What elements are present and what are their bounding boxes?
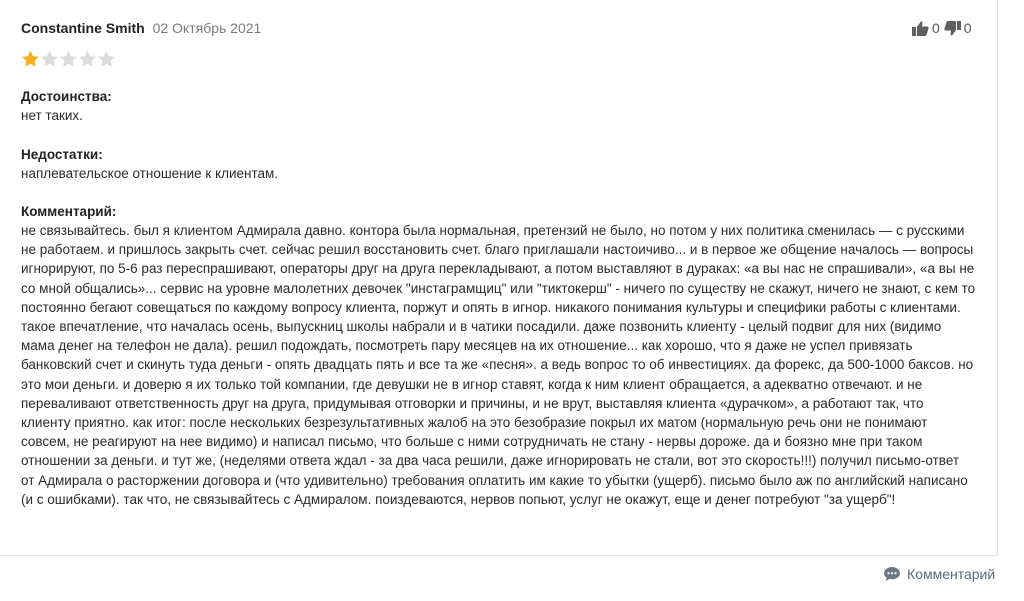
comment-title: Комментарий: <box>21 204 117 219</box>
star-empty-icon <box>40 50 59 68</box>
dislike-button[interactable] <box>944 18 976 38</box>
comment-link-label: Комментарий <box>907 566 996 582</box>
star-empty-icon <box>97 50 116 68</box>
pros-text: нет таких. <box>21 108 83 123</box>
thumbs-up-icon <box>912 21 929 36</box>
comment-text: не связывайтесь. был я клиентом Адмирала давно. контора была нормальная, претензий не было, но потом у них политика сменилась — с русскими не работаем. и пришлось закрыть счет. сейчас решил восстановить счет. благо приглашали настоичиво... и в первое же общение началось — вопросы игнорируют, по 5-6 раз переспрашивают, операторы друг на друга перекладывают, а потом выставляют в дураках: «а вы нас не спрашивали», «а вы не со мной общались»... сервис на уровне малолетних девочек "инстаграмщиц" или "тиктокерш" - ничего по существу не скажут, ничего не знают, с кем то постоянно бегают совещаться по каждому вопросу клиента, поржут и опять в игнор. никакого понимания культуры и специфики работы с клиентами. такое впечатление, что началась осень, выпускниц школы набрали и в чатики посадили. даже позвонить клиенту - целый подвиг для них (видимо мама денег на телефон не дала). решил подождать, посмотреть пару месяцев на их отношение... как хорошо, что я даже не успел привязать банковский счет и скинуть туда деньги - опять двадцать пять и все та же «песня». а ведь вопрос то об инвестициях. да форекс, да 500-1000 баксов. но это мои деньги. и доверю я их только той компании, где девушки не в игнор ставят, когда к ним клиент обращается, а адекватно отвечают. и не перевaливают ответственность друг на друга, придумывая отговорки и причины, и не врут, выставляя клиента «дурачком», а работают так, что клиенту приятно. как итог: после нескольких безрезультативных жалоб на это безобразие покрыл их матом (нормальную речь они не понимают совсем, не реагируют на нее видимо) и написал письмо, что больше с ними сотрудничать не стану - нервы дороже. да и боязно мне при таком отношении за деньги. и тут же, (неделями ответа ждал - за два часа решили, даже игнорировать не стали, вот это скорость!!!) получил письмо-ответ от Адмирала о расторжении договора и (что удивительно) требования оплатить им какие то убытки (ущерб). письмо было аж по английский написано (и с ошибками). так что, не связывайтесь с Адмиралом. поиздеваются, нервов попьют, услуг не окажут, еще и денег потребуют "за ущерб"! <box>21 223 976 507</box>
star-empty-icon <box>78 50 97 68</box>
review-header <box>21 18 261 38</box>
star-filled-icon <box>21 50 40 68</box>
cons-title: Недостатки: <box>21 147 103 162</box>
author-name[interactable]: Constantine Smith <box>21 20 145 36</box>
cons-section <box>21 145 976 183</box>
speech-bubble-icon <box>883 566 901 582</box>
pros-title: Достоинства: <box>21 89 112 104</box>
comment-section <box>21 202 976 509</box>
pros-section <box>21 87 976 125</box>
star-empty-icon <box>59 50 78 68</box>
like-button[interactable] <box>912 18 944 38</box>
comment-link-button[interactable] <box>883 566 995 582</box>
review-date: 02 Октябрь 2021 <box>152 20 262 36</box>
dislike-count: 0 <box>963 20 972 36</box>
thumbs-down-icon <box>944 21 961 36</box>
cons-text: наплевательское отношение к клиентам. <box>21 166 279 181</box>
rating-stars <box>21 50 116 68</box>
like-count: 0 <box>932 20 940 36</box>
vote-controls <box>912 18 976 38</box>
